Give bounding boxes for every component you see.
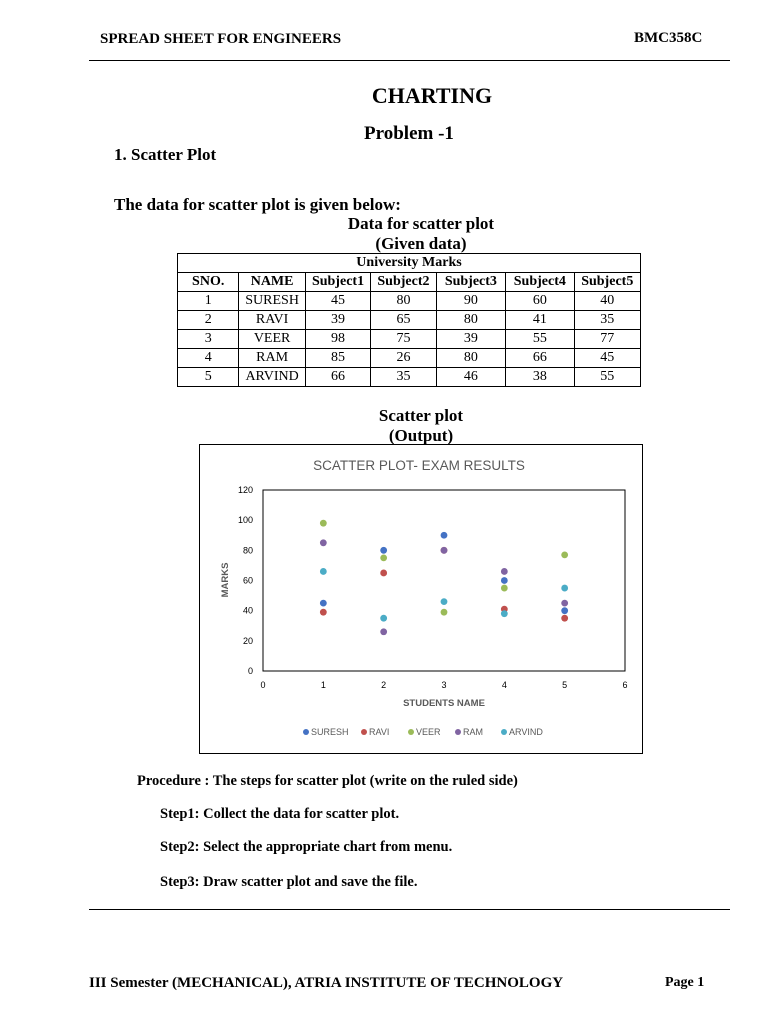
data-point-suresh	[501, 577, 508, 584]
x-tick-label: 2	[381, 680, 387, 690]
table-cell: 66	[506, 349, 574, 368]
footer-rule	[89, 909, 730, 910]
marks-table	[177, 253, 641, 387]
data-point-arvind	[320, 568, 327, 575]
y-tick-label: 120	[237, 485, 253, 495]
table-cell: 80	[436, 349, 505, 368]
legend-marker	[303, 729, 309, 735]
procedure-step-3: Step3: Draw scatter plot and save the file.	[160, 874, 418, 890]
legend-label: RAM	[463, 727, 483, 737]
table-group-header-row	[178, 254, 641, 273]
table-cell: 55	[574, 368, 640, 387]
data-point-ram	[380, 628, 387, 635]
table-cell: 2	[178, 311, 239, 330]
x-tick-label: 0	[260, 680, 266, 690]
x-tick-labels	[260, 680, 627, 690]
x-tick-label: 6	[622, 680, 628, 690]
legend-label: RAVI	[369, 727, 390, 737]
legend-label: SURESH	[311, 727, 349, 737]
x-tick-label: 1	[320, 680, 326, 690]
table-cell: 41	[506, 311, 574, 330]
header-rule	[89, 60, 730, 61]
table-cell: 5	[178, 368, 239, 387]
table-row	[178, 330, 641, 349]
y-tick-label: 100	[237, 515, 253, 526]
table-cell: 1	[178, 292, 239, 311]
table-cell: 4	[178, 349, 239, 368]
data-point-arvind	[561, 585, 568, 592]
column-header: Subject2	[371, 273, 436, 292]
footer-institution: III Semester (MECHANICAL), ATRIA INSTITUTE OF TECHNOLOGY	[89, 975, 564, 991]
data-point-arvind	[380, 615, 387, 622]
data-caption-line2: (Given data)	[375, 234, 467, 253]
table-cell: 60	[506, 292, 574, 311]
table-cell: 98	[305, 330, 370, 349]
legend-label: VEER	[416, 727, 441, 737]
data-point-veer	[561, 551, 568, 558]
table-cell: 35	[574, 311, 640, 330]
table-row	[178, 368, 641, 387]
intro-text: The data for scatter plot is given below:	[114, 195, 401, 214]
table-cell: 46	[436, 368, 505, 387]
table-cell: 77	[574, 330, 640, 349]
data-point-ram	[501, 568, 508, 575]
column-header: SNO.	[178, 273, 239, 292]
data-point-arvind	[441, 598, 448, 605]
output-caption-line1: Scatter plot	[378, 406, 464, 425]
page-title: CHARTING	[371, 83, 493, 108]
table-cell: RAM	[239, 349, 305, 368]
table-row	[178, 349, 641, 368]
y-tick-label: 80	[242, 545, 253, 556]
table-cell: 90	[436, 292, 505, 311]
y-tick-label: 40	[242, 605, 253, 616]
chart-legend	[303, 727, 543, 737]
table-cell: 35	[371, 368, 436, 387]
data-caption-line1: Data for scatter plot	[347, 214, 495, 233]
table-cell: SURESH	[239, 292, 305, 311]
y-tick-label: 0	[247, 666, 253, 676]
footer-page-number: Page 1	[665, 975, 705, 990]
table-cell: 55	[506, 330, 574, 349]
table-cell: 39	[436, 330, 505, 349]
table-cell: 80	[371, 292, 436, 311]
table-cell: 39	[305, 311, 370, 330]
column-header: NAME	[239, 273, 305, 292]
table-row	[178, 311, 641, 330]
procedure-step-2: Step2: Select the appropriate chart from menu.	[160, 839, 453, 855]
table-cell: 65	[371, 311, 436, 330]
data-point-veer	[501, 585, 508, 592]
x-tick-label: 3	[441, 680, 447, 690]
table-cell: 66	[305, 368, 370, 387]
header-course-code: BMC358C	[634, 30, 703, 46]
data-point-veer	[320, 520, 327, 527]
data-point-ravi	[320, 609, 327, 616]
column-header: Subject4	[506, 273, 574, 292]
x-tick-label: 5	[562, 680, 568, 690]
table-cell: 38	[506, 368, 574, 387]
table-cell: 80	[436, 311, 505, 330]
scatter-chart-svg	[200, 445, 642, 753]
legend-marker	[408, 729, 414, 735]
output-caption-line2: (Output)	[388, 426, 454, 445]
procedure-intro: Procedure : The steps for scatter plot (write on the ruled side)	[137, 773, 518, 789]
legend-label: ARVIND	[509, 727, 543, 737]
column-header: Subject3	[436, 273, 505, 292]
data-point-suresh	[320, 600, 327, 607]
data-point-ram	[320, 539, 327, 546]
data-point-suresh	[380, 547, 387, 554]
table-group-header: University Marks	[178, 254, 641, 273]
data-point-ram	[561, 600, 568, 607]
legend-marker	[501, 729, 507, 735]
table-cell: 45	[574, 349, 640, 368]
table-cell: ARVIND	[239, 368, 305, 387]
y-tick-label: 20	[242, 635, 253, 646]
y-tick-labels	[238, 485, 253, 676]
table-cell: 45	[305, 292, 370, 311]
data-point-suresh	[561, 607, 568, 614]
data-point-suresh	[441, 532, 448, 539]
table-header-row	[178, 273, 641, 292]
table-cell: 3	[178, 330, 239, 349]
plot-area	[263, 490, 625, 671]
table-cell: 26	[371, 349, 436, 368]
table-row	[178, 292, 641, 311]
scatter-chart	[199, 444, 643, 754]
data-point-ravi	[561, 615, 568, 622]
table-cell: RAVI	[239, 311, 305, 330]
column-header: Subject1	[305, 273, 370, 292]
header-course-title: SPREAD SHEET FOR ENGINEERS	[100, 31, 342, 47]
table-cell: 40	[574, 292, 640, 311]
section-heading: 1. Scatter Plot	[114, 145, 217, 164]
procedure-step-1: Step1: Collect the data for scatter plot.	[160, 806, 400, 822]
legend-marker	[455, 729, 461, 735]
x-tick-label: 4	[501, 680, 507, 690]
column-header: Subject5	[574, 273, 640, 292]
x-axis-label: STUDENTS NAME	[403, 698, 485, 709]
table-cell: 85	[305, 349, 370, 368]
data-point-veer	[441, 609, 448, 616]
y-axis-label: MARKS	[220, 562, 231, 598]
data-point-veer	[380, 554, 387, 561]
problem-heading: Problem -1	[364, 123, 454, 144]
data-point-arvind	[501, 610, 508, 617]
table-cell: VEER	[239, 330, 305, 349]
chart-title: SCATTER PLOT- EXAM RESULTS	[313, 458, 525, 473]
table-cell: 75	[371, 330, 436, 349]
legend-marker	[361, 729, 367, 735]
y-tick-label: 60	[242, 575, 253, 586]
data-point-ram	[441, 547, 448, 554]
data-point-ravi	[380, 570, 387, 577]
data-points	[320, 520, 568, 635]
